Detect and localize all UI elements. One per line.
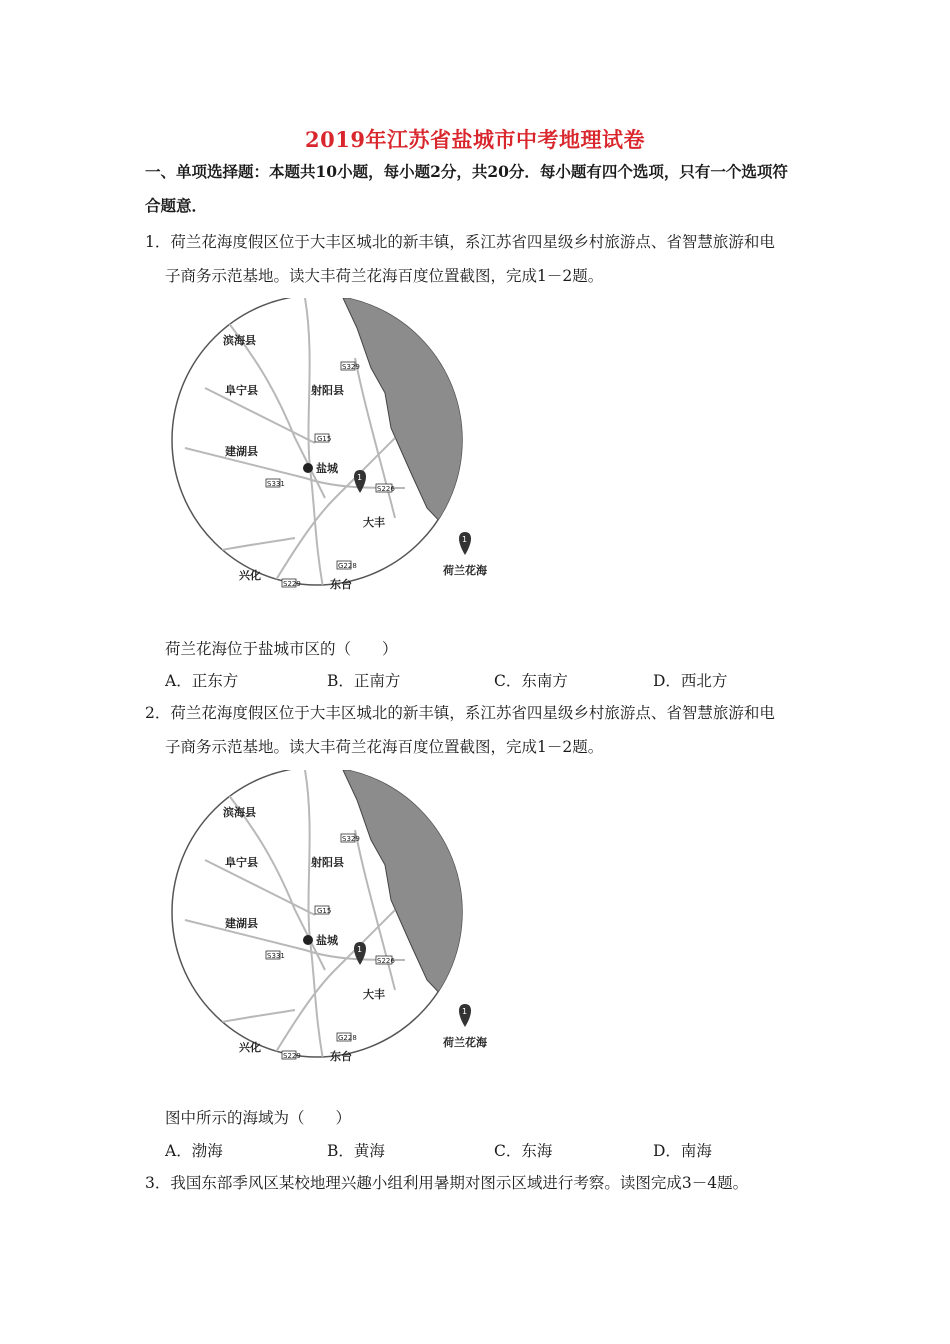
road-label-6: S229 [283,580,301,588]
place-label-jianhu: 建湖县 [225,445,258,458]
svg-text:1: 1 [462,1007,468,1016]
question-3-stem-line1: 3．我国东部季风区某校地理兴趣小组利用暑期对图示区域进行考察。读图完成3－4题。 [145,1174,749,1192]
place-label-binhai: 滨海县 [223,806,256,819]
place-label-sheyang: 射阳县 [311,856,344,869]
question-1-option-b[interactable]: B．正南方 [327,672,401,690]
legend-pin-icon [459,532,471,555]
place-label-dafeng: 大丰 [363,988,385,1001]
map-figure-1 [165,298,505,598]
question-2-prompt: 图中所示的海域为（ ） [165,1109,352,1127]
section-heading [145,155,815,223]
place-label-dongtai: 东台 [330,578,352,591]
road-label-4: S226 [377,957,395,965]
place-label-binhai: 滨海县 [223,334,256,347]
road-label-6: S229 [283,1052,301,1060]
question-1-option-d[interactable]: D．西北方 [653,672,728,690]
question-2-option-c[interactable]: C．东海 [494,1142,553,1160]
road-label-2: G15 [317,435,332,443]
question-1-stem-line1: 1．荷兰花海度假区位于大丰区城北的新丰镇，系江苏省四星级乡村旅游点、省智慧旅游和电 [145,233,775,251]
map-graphic-2 [165,770,505,1075]
road-label-3: S331 [267,952,285,960]
legend-label: 荷兰花海 [443,564,487,577]
question-2-option-a[interactable]: A．渤海 [165,1142,223,1160]
place-label-dafeng: 大丰 [363,516,385,529]
question-1-prompt: 荷兰花海位于盐城市区的（ ） [165,640,398,658]
question-2-stem-line2: 子商务示范基地。读大丰荷兰花海百度位置截图，完成1－2题。 [165,738,604,756]
section-heading-line1: 一、单项选择题：本题共10小题，每小题2分，共20分．每小题有四个选项，只有一个选项符 [145,162,788,181]
question-2-stem [145,696,815,764]
svg-text:1: 1 [357,945,363,954]
road-label-1: S329 [342,835,360,843]
city-dot-icon [303,935,313,945]
road-label-5: G228 [338,1034,357,1042]
road-label-3: S331 [267,480,285,488]
question-2-option-d[interactable]: D．南海 [653,1142,712,1160]
page-title: 2019年江苏省盐城市中考地理试卷 [305,127,645,152]
question-1-option-c[interactable]: C．东南方 [494,672,568,690]
place-label-yancheng: 盐城 [316,934,338,947]
place-label-funing: 阜宁县 [225,856,258,869]
section-heading-line2: 合题意． [145,196,208,215]
road-label-5: G228 [338,562,357,570]
place-label-jianhu: 建湖县 [225,917,258,930]
road-label-4: S226 [377,485,395,493]
legend-pin-icon [459,1004,471,1027]
legend-label: 荷兰花海 [443,1036,487,1049]
question-2-option-b[interactable]: B．黄海 [327,1142,385,1160]
question-1-option-a[interactable]: A．正东方 [165,672,239,690]
place-label-xinghua: 兴化 [239,1041,261,1054]
place-label-funing: 阜宁县 [225,384,258,397]
road-label-1: S329 [342,363,360,371]
map-figure-2 [165,770,505,1070]
road-label-2: G15 [317,907,332,915]
svg-text:1: 1 [462,535,468,544]
question-3-stem [145,1166,815,1200]
place-label-yancheng: 盐城 [316,462,338,475]
place-label-sheyang: 射阳县 [311,384,344,397]
map-graphic-1 [165,298,505,603]
svg-text:1: 1 [357,473,363,482]
question-1-stem-line2: 子商务示范基地。读大丰荷兰花海百度位置截图，完成1－2题。 [165,267,604,285]
place-label-dongtai: 东台 [330,1050,352,1063]
question-1-stem [145,225,815,293]
question-2-stem-line1: 2．荷兰花海度假区位于大丰区城北的新丰镇，系江苏省四星级乡村旅游点、省智慧旅游和电 [145,704,775,722]
place-label-xinghua: 兴化 [239,569,261,582]
city-dot-icon [303,463,313,473]
